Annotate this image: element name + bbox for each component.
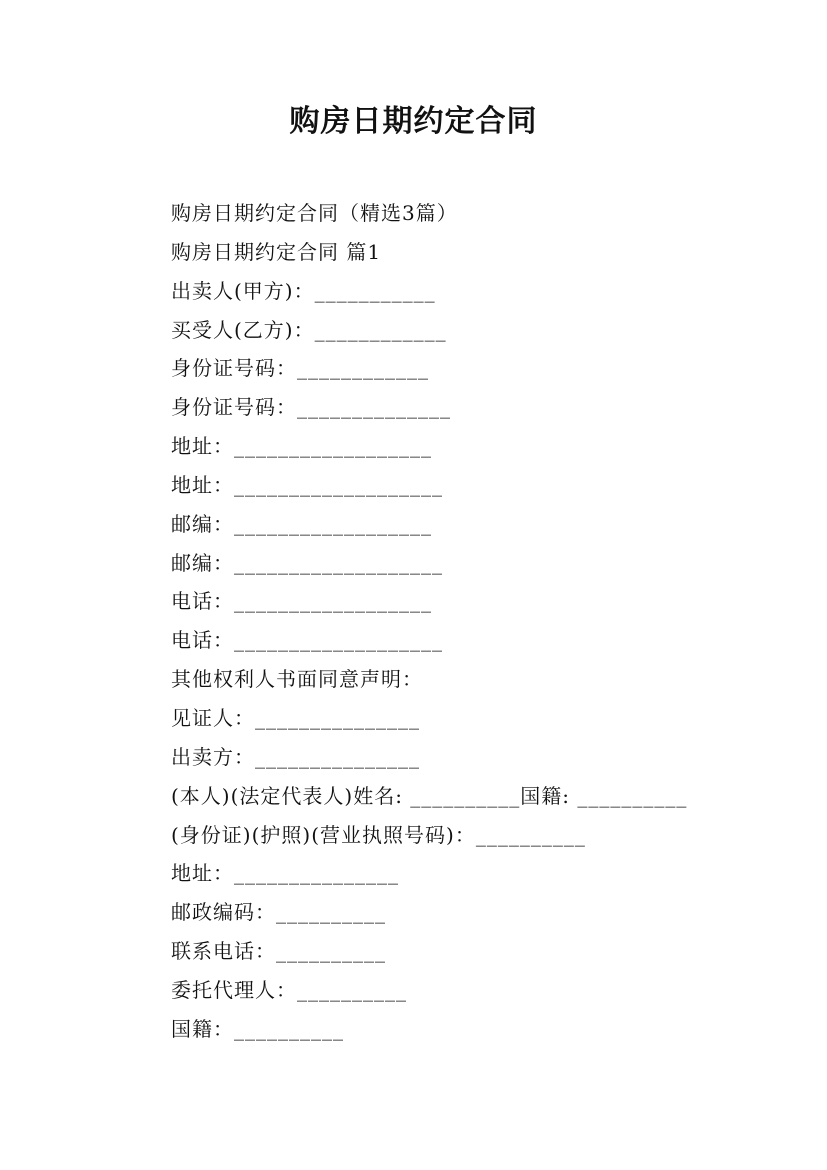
text-line: 购房日期约定合同（精选3篇） [171,201,458,225]
text-line: 地址：__________________ [171,434,432,459]
text-line: 邮编：___________________ [171,550,443,575]
text-line: 地址：_______________ [171,861,399,886]
text-line: 见证人：_______________ [171,705,420,730]
text-line: (身份证)(护照)(营业执照号码)：__________ [171,822,586,847]
text-line: 买受人(乙方)：____________ [171,317,447,342]
text-line: 出卖人(甲方)：___________ [171,278,436,303]
text-line: 电话：__________________ [171,589,432,614]
text-line: 出卖方：_______________ [171,744,420,769]
text-line: 电话：___________________ [171,628,443,653]
document-title: 购房日期约定合同 [289,104,538,139]
document-body [171,194,791,1049]
text-line: 其他权利人书面同意声明： [171,667,423,692]
text-line: 联系电话：__________ [171,939,386,964]
text-line: 邮编：__________________ [171,511,432,536]
text-line: 购房日期约定合同 篇1 [171,239,382,264]
text-line: 身份证号码：______________ [171,395,451,420]
text-line: 国籍：__________ [171,1016,344,1041]
text-line: 邮政编码：__________ [171,900,386,925]
text-line: 身份证号码：____________ [171,356,429,381]
text-line: 委托代理人：__________ [171,977,407,1002]
text-line: (本人)(法定代表人)姓名: __________国籍: __________ [171,783,688,808]
text-line: 地址：___________________ [171,472,443,497]
